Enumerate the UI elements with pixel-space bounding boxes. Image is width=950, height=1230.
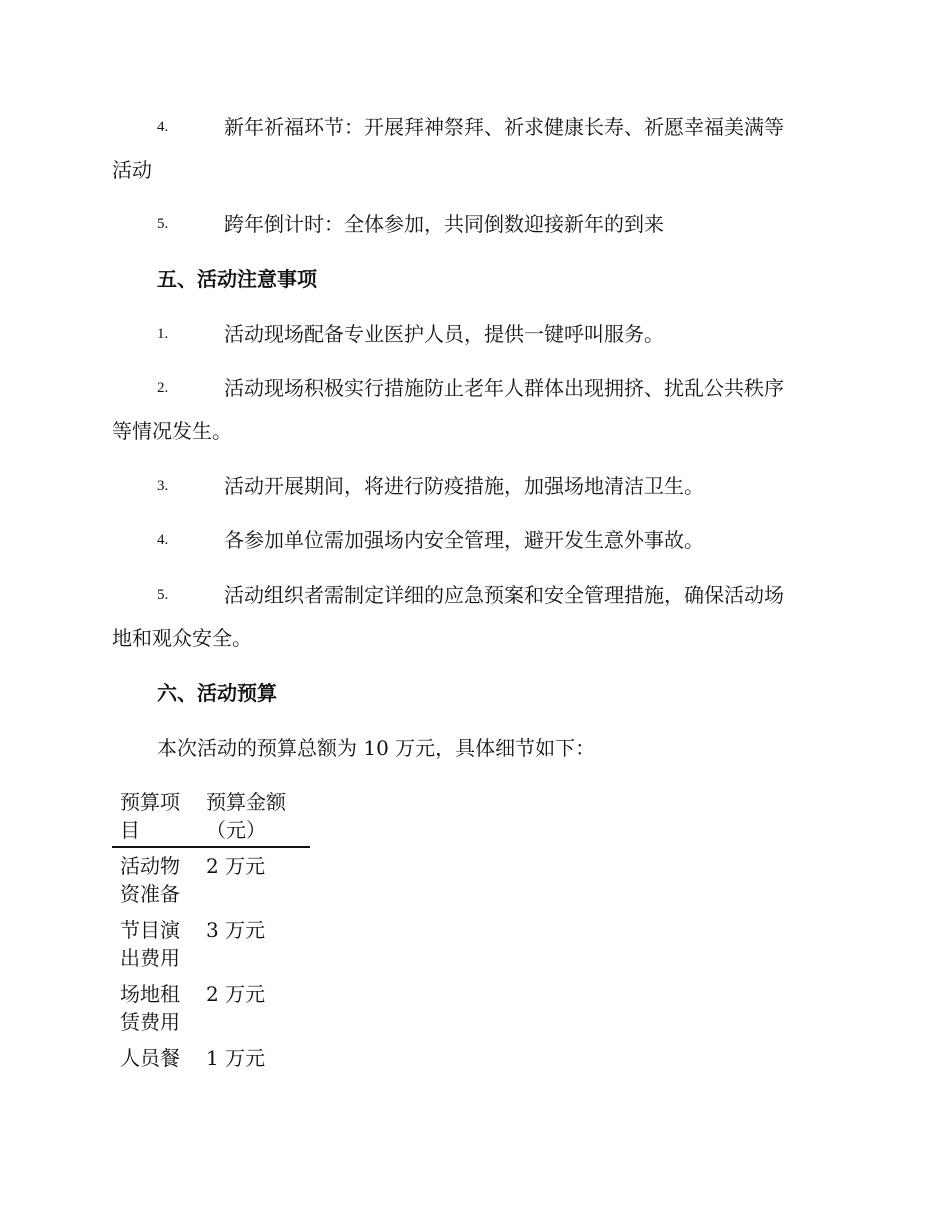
list-item-text: 各参加单位需加强场内安全管理，避开发生意外事故。 xyxy=(224,528,704,552)
section-heading: 五、活动注意事项 xyxy=(157,267,317,291)
budget-item: 节目演出费用 xyxy=(120,918,180,970)
table-cell xyxy=(198,976,310,1040)
budget-intro: 本次活动的预算总额为 10 万元，具体细节如下： xyxy=(157,736,596,760)
table-cell xyxy=(112,912,198,976)
list-item-text: 活动开展期间，将进行防疫措施，加强场地清洁卫生。 xyxy=(224,474,704,498)
table-header-cell xyxy=(198,788,310,847)
budget-amount: 3 万元 xyxy=(206,918,266,942)
table-cell xyxy=(112,976,198,1040)
table-header-cell xyxy=(112,788,198,847)
list-item-text: 跨年倒计时：全体参加，共同倒数迎接新年的到来 xyxy=(224,212,664,236)
list-number: 4. xyxy=(157,119,169,135)
budget-amount: 2 万元 xyxy=(206,854,266,878)
table-row xyxy=(112,976,310,1040)
table-row xyxy=(112,912,310,976)
list-number: 1. xyxy=(157,326,169,342)
list-number: 3. xyxy=(157,478,169,494)
budget-amount: 1 万元 xyxy=(206,1046,266,1070)
list-item-text-continued: 地和观众安全。 xyxy=(112,626,252,650)
list-item-text-continued: 等情况发生。 xyxy=(112,419,232,443)
budget-item: 人员餐 xyxy=(120,1046,180,1070)
budget-item: 活动物资准备 xyxy=(120,854,180,906)
list-number: 5. xyxy=(157,587,169,603)
budget-amount: 2 万元 xyxy=(206,982,266,1006)
list-item-text: 活动组织者需制定详细的应急预案和安全管理措施，确保活动场 xyxy=(224,583,784,607)
table-cell xyxy=(112,847,198,912)
list-item-text: 新年祈福环节：开展拜神祭拜、祈求健康长寿、祈愿幸福美满等 xyxy=(224,115,784,139)
header-budget-item: 预算项目 xyxy=(120,790,180,842)
table-cell xyxy=(198,912,310,976)
table-cell xyxy=(198,1040,310,1076)
list-item-text: 活动现场积极实行措施防止老年人群体出现拥挤、扰乱公共秩序 xyxy=(224,376,784,400)
list-number: 4. xyxy=(157,532,169,548)
table-row xyxy=(112,847,310,912)
table-cell xyxy=(198,847,310,912)
list-number: 5. xyxy=(157,216,169,232)
table-header-row xyxy=(112,788,310,847)
budget-table xyxy=(112,788,310,1076)
list-number: 2. xyxy=(157,380,169,396)
list-item-text-continued: 活动 xyxy=(112,158,152,182)
budget-item: 场地租赁费用 xyxy=(120,982,180,1034)
table-row xyxy=(112,1040,310,1076)
section-heading: 六、活动预算 xyxy=(157,681,277,705)
list-item-text: 活动现场配备专业医护人员，提供一键呼叫服务。 xyxy=(224,322,664,346)
table-cell xyxy=(112,1040,198,1076)
header-budget-amount: 预算金额（元） xyxy=(206,790,286,842)
